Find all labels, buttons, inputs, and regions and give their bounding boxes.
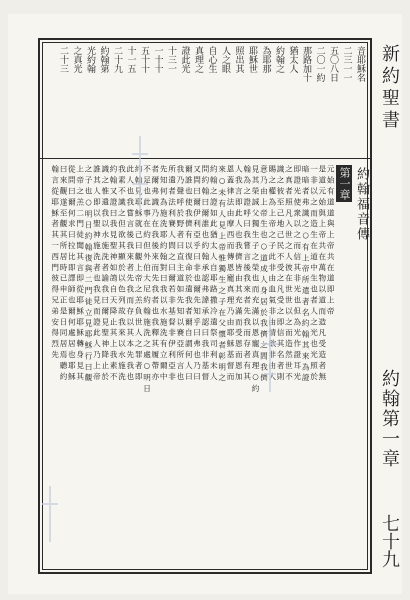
note-column: 二三一一 [341,46,352,82]
text-column: 約翰見耶穌就己曰觀上帝之羔負世人之罪者即 [134,165,144,383]
text-column: 意乃由上帝生也○道成人身居於我儕之間我儕 [259,165,269,385]
note-column: 真理之 [193,46,203,73]
note-column: 一十十 [152,46,163,73]
text-column: 不足也此事在約但外伯大尼約翰施洗之處○明日 [142,165,152,396]
note-column: 耶穌世 [247,46,257,73]
text-column: 曰來觀遂至觀其所居時已申正是日同居焉聽約 [59,165,68,383]
text-column: 又問曰爾伊利亞乎曰非也爾先知乎曰弗也乃曰 [192,165,202,383]
running-head-chapter [376,369,402,469]
text-column: 從問曰爾何求曰拉比即譯師也爾何處居也耶穌 [67,165,77,383]
note-column: 之真光 [71,46,82,73]
note-column: 自心生 [206,46,217,73]
note-column: 五十十 [139,46,149,73]
text-column: 我乃聲呼於野者曰直主道如先知以賽亞所言也 [175,165,185,383]
note-column: 二十九 [112,46,122,73]
note-column: 二十三 [58,46,68,73]
text-column: 先知何為施洗耶約翰對曰我以水施洗有立爾中 [159,165,169,383]
note-column: 那路加十 [301,46,311,82]
text-column: 約翰又證曰我見聖神如鴿自天降止其上我素不 [109,165,119,383]
text-column: 我素不識之但欲其顯於以色列故我來以水施洗 [117,165,127,383]
text-column: 賜之權為上帝之子此非由血氣非由情欲非由人 [267,165,277,383]
text-column: 者爾弗識乃在我後來而先我者也我釋其履帶亦 [150,165,160,383]
main-text [40,159,370,572]
text-column: 恩蓋律法由摩西而傳恩寵真理乃由耶穌基督而 [226,165,235,383]
note-column: 五〇八日 [328,46,338,82]
text-column: 即證光使衆以之而信其非光也但為光作證耳光 [292,165,302,383]
text-column: 來○未有人見上帝惟獨生之子在父懷者彰明之 [217,165,227,385]
page-number: 七十九 [379,514,400,568]
note-column: 證此光 [179,46,190,73]
note-column: 約翰第 [98,46,109,73]
text-column: 暗暗者弗識之○有上帝所遣者名約翰其來為證 [301,165,311,385]
note-column: 十一五 [125,46,136,73]
text-column: 此人也我嘗言後我來者先我而存以其本先我也 [125,165,135,383]
note-column: 為耶那 [260,46,271,73]
text-column: 約翰之證如此猶太人自耶路撒冷遣祭司利未人 [209,165,219,383]
book-heading: 約翰福音傳 [354,167,369,242]
running-head-title: 新約聖書 [379,44,400,132]
text-column: 所遣者法利賽人問之曰爾若非基督非伊利亞非 [167,165,177,383]
note-column: 人之眼 [220,46,230,73]
notes-band [40,40,370,159]
text-column: 爾誰也使我儕有以復命於遣我者爾自謂何人曰 [184,165,194,383]
note-column: 約翰之 [274,46,284,73]
text-column: 翰為之證呼曰我嘗言後我來者先我而存者有其 [242,165,252,383]
text-column: 識之彼至己地己民不受之凡受之即信其名者則 [276,165,286,383]
running-head-chapter-label: 第一章 [379,409,400,469]
book-page [8,14,402,594]
text-frame [38,38,372,574]
note-column: 二〇一約 [314,46,325,82]
text-column: 之真者照凡入世之人彼在世世以之而造然世不 [284,165,294,383]
chapter-badge: 第一章 [338,167,351,200]
text-column: 翰言從耶穌者其一西門彼得兄弟安得烈先 [50,165,60,362]
note-column: 十三一 [166,46,176,73]
note-column: 光約翰 [85,46,95,73]
text-column: 識之惟遣我以水施洗者諭我曰爾見聖神降止於 [100,165,110,383]
chapter-badge-wrap [336,165,352,202]
text-column: 問約翰曰爾誰也約翰承認弗諱承認曰我非基督 [200,165,210,383]
note-column: 音耶穌名 [355,46,365,82]
text-column: 誰其人即以聖神施洗者也我見而證此人乃上帝 [92,165,102,383]
text-column: 是道元始與上帝共在萬物以道而造凡受造者無 [317,165,327,383]
text-column: 人我言即此人也我儕皆由其充滿而受恩而恩加 [234,165,244,383]
text-column: 之子也○明日約翰復與二門徒立見耶穌行曰觀 [84,165,94,385]
running-head-book: 約翰 [379,369,400,409]
note-column: 猶太人 [287,46,298,73]
text-column: 元始有道道與上帝共在道即上帝 [326,165,336,318]
text-column: 上帝之羔二門徒聞其言即從耶穌耶穌轉身見其 [75,165,85,383]
note-column: 照出其 [233,46,244,73]
text-column: 見其榮誠父獨生子之榮也而充滿以恩寵真理○約 [251,165,261,396]
text-column: 一非以之而造生在道中生也者人之光也光照於 [309,165,319,383]
